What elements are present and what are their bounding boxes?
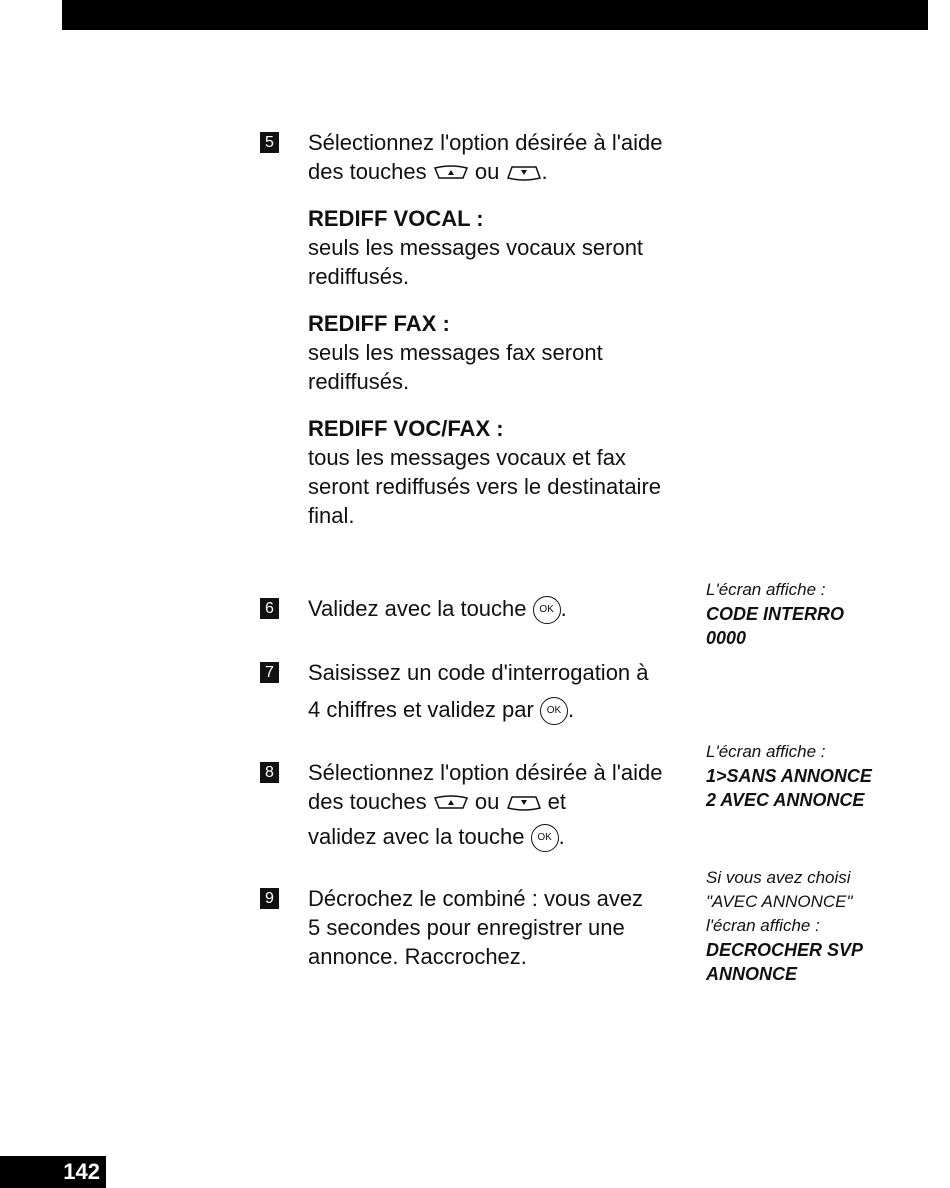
side-note-step-8 — [706, 740, 926, 812]
step-text-line2 — [308, 157, 688, 186]
option-desc: seuls les messages vocaux seront — [308, 235, 644, 260]
step-text: Sélectionnez l'option désirée à l'aide — [308, 760, 663, 785]
display-text: ANNONCE — [706, 964, 798, 984]
step-text-part: et — [547, 789, 566, 814]
step-number-badge: 5 — [260, 132, 279, 153]
option-desc: rediffusés. — [308, 264, 410, 289]
step-text-line3 — [308, 822, 688, 852]
step-6 — [265, 594, 688, 624]
side-note-intro: L'écran affiche : — [706, 742, 826, 761]
step-text: annonce. Raccrochez. — [308, 944, 527, 969]
step-text: 5 secondes pour enregistrer une — [308, 915, 625, 940]
up-arrow-key-icon — [433, 164, 469, 182]
ok-button-icon: OK — [533, 596, 561, 624]
step-text-part: 4 chiffres et validez par — [308, 697, 534, 722]
step-text-part: Validez avec la touche — [308, 596, 527, 621]
step-text-line2 — [308, 787, 688, 816]
side-note-intro: Si vous avez choisi — [706, 868, 851, 887]
ok-button-icon: OK — [540, 697, 568, 725]
step-text-line2 — [308, 695, 688, 725]
option-desc: tous les messages vocaux et fax — [308, 445, 626, 470]
display-text: 2 AVEC ANNONCE — [706, 790, 865, 810]
step-text-part: des touches — [308, 789, 427, 814]
step-number-badge: 9 — [260, 888, 279, 909]
option-desc: rediffusés. — [308, 369, 410, 394]
step-text-part: des touches — [308, 159, 427, 184]
option-title: REDIFF VOCAL : — [308, 206, 484, 231]
display-text: 1>SANS ANNONCE — [706, 766, 872, 786]
side-note-intro: l'écran affiche : — [706, 916, 820, 935]
up-arrow-key-icon — [433, 794, 469, 812]
page-number: 142 — [0, 1156, 106, 1188]
down-arrow-key-icon — [506, 164, 542, 182]
display-text: 0000 — [706, 628, 747, 648]
step-9 — [265, 884, 688, 971]
step-number-badge: 8 — [260, 762, 279, 783]
step-text: Saisissez un code d'interrogation à — [308, 660, 649, 685]
option-desc: final. — [308, 503, 355, 528]
step-text-part: ou — [474, 789, 500, 814]
side-note-step-9 — [706, 866, 926, 986]
step-5 — [265, 128, 688, 530]
step-text-part: . — [558, 824, 565, 849]
option-desc: seuls les messages fax seront — [308, 340, 603, 365]
option-rediff-fax — [308, 309, 688, 396]
step-text-part: . — [560, 596, 567, 621]
display-text: CODE INTERRO — [706, 604, 845, 624]
step-text-part: validez avec la touche — [308, 824, 525, 849]
step-text: Sélectionnez l'option désirée à l'aide — [308, 130, 663, 155]
step-text-part: . — [541, 159, 548, 184]
option-rediff-vocal — [308, 204, 688, 291]
step-text-part: . — [567, 697, 575, 722]
step-7 — [265, 658, 688, 725]
side-note-intro: L'écran affiche : — [706, 580, 826, 599]
option-title: REDIFF FAX : — [308, 311, 450, 336]
step-text-part: ou — [474, 159, 500, 184]
header-bar — [62, 0, 928, 30]
step-8 — [265, 758, 688, 852]
side-note-intro: "AVEC ANNONCE" — [706, 892, 853, 911]
down-arrow-key-icon — [506, 794, 542, 812]
step-number-badge: 7 — [260, 662, 279, 683]
option-rediff-voc-fax — [308, 414, 688, 530]
display-text: DECROCHER SVP — [706, 940, 864, 960]
step-text — [308, 594, 688, 624]
option-desc: seront rediffusés vers le destinataire — [308, 474, 661, 499]
step-text: Décrochez le combiné : vous avez — [308, 886, 644, 911]
option-title: REDIFF VOC/FAX : — [308, 416, 504, 441]
step-number-badge: 6 — [260, 598, 279, 619]
side-note-step-6 — [706, 578, 926, 650]
ok-button-icon: OK — [531, 824, 559, 852]
